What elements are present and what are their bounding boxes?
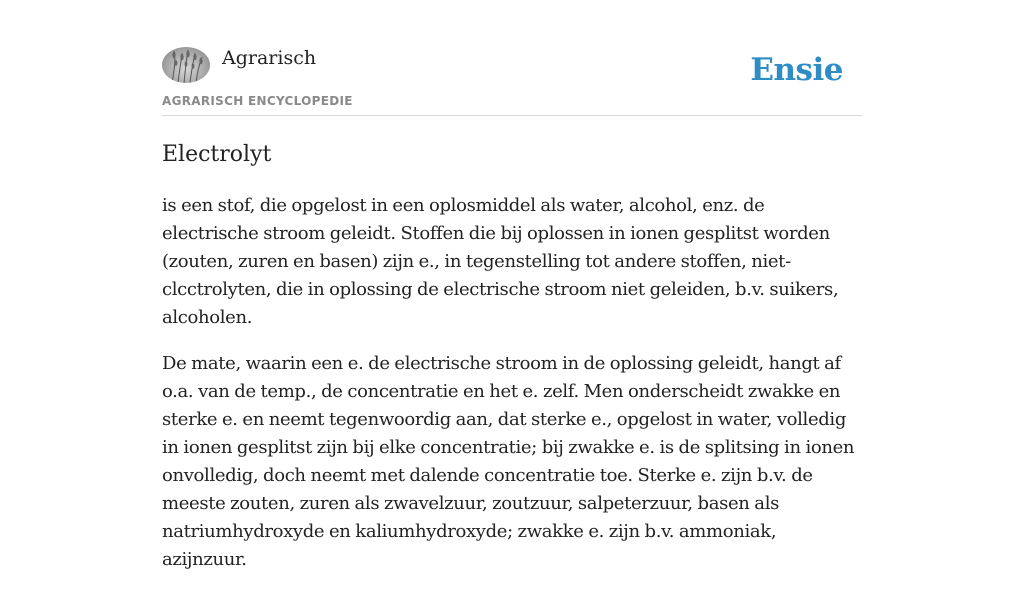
article-paragraph-2: De mate, waarin een e. de electrische stroom in de oplossing geleidt, hangt af o.a. van de temp., de concentratie en het e. zelf. Men onderscheidt zwakke en sterke e. en neemt tegenwoordig aan, dat sterke e., opgelost in water, volledig in ionen gesplitst zijn bij elke concentratie; bij zwakke e. is de splitsing in ionen onvolledig, doch neemt met dalende concentratie toe. Sterke e. zijn b.v. de meeste zouten, zuren als zwavelzuur, zoutzuur, salpeterzuur, basen als natriumhydroxyde en kaliumhydroxyde; zwakke e. zijn b.v. ammoniak, azijnzuur. (162, 353, 855, 570)
article-paragraph-1: is een stof, die opgelost in een oplosmiddel als water, alcohol, enz. de electrische stroom geleidt. Stoffen die bij oplossen in ionen gesplitst worden (zouten, zuren en basen) zijn e., in tegenstelling tot andere stoffen, niet-clcctrolyten, die in oplossing de electrische stroom niet geleiden, b.v. suikers, alcoholen. (162, 195, 839, 328)
site-name[interactable]: Agrarisch (222, 47, 317, 69)
page (162, 0, 862, 570)
article-body (162, 192, 862, 592)
site-header (162, 0, 862, 116)
ensie-brand-link[interactable]: Ensie (750, 52, 843, 88)
wheat-logo-icon[interactable] (162, 47, 210, 83)
article-title: Electrolyt (162, 142, 272, 167)
site-subtitle: AGRARISCH ENCYCLOPEDIE (162, 94, 353, 108)
